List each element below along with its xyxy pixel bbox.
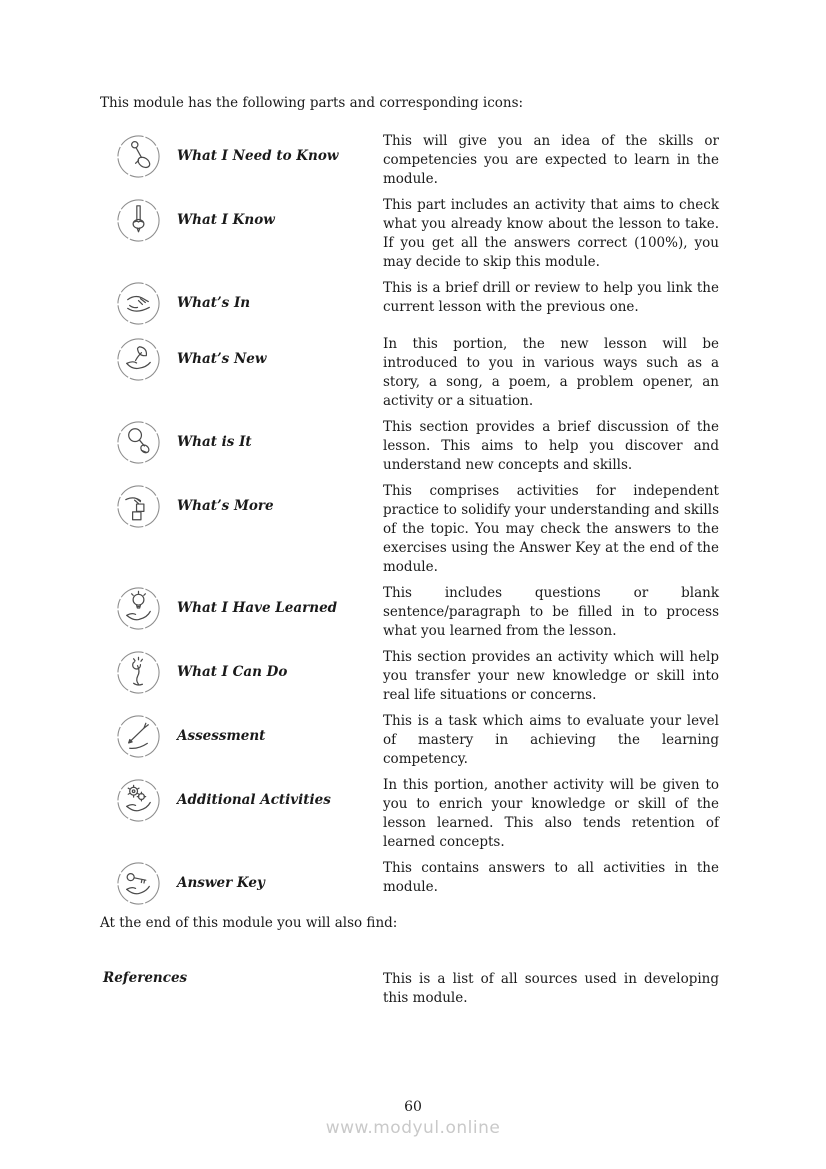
part-description: This section provides an activity which will help you transfer your new knowledge or skill into real life situations or concerns.: [383, 649, 719, 703]
references-label: References: [103, 970, 188, 986]
part-description: This section provides a brief discussion of the lesson. This aims to help you discover and understand new concepts and skills.: [383, 419, 719, 473]
gears-hand-icon: [100, 775, 177, 825]
hand-blocks-icon: [100, 481, 177, 531]
part-description: This is a task which aims to evaluate your level of mastery in achieving the learning competency.: [383, 713, 719, 767]
module-part-row: [100, 278, 719, 328]
hand-leaf-icon: [100, 334, 177, 384]
part-label: What I Have Learned: [177, 600, 338, 616]
module-part-row: [100, 334, 719, 411]
hand-raise-icon: [100, 647, 177, 697]
module-part-row: [100, 858, 719, 908]
part-label: What I Need to Know: [177, 148, 339, 164]
references-description: This is a list of all sources used in developing this module.: [383, 971, 719, 1006]
part-description: In this portion, the new lesson will be introduced to you in various ways such as a story, a song, a poem, a problem opener, an activity or a situation.: [383, 336, 719, 409]
module-part-row: [100, 481, 719, 577]
part-description: This part includes an activity that aims to check what you already know about the lesson to take. If you get all the answers correct (100%), you may decide to skip this module.: [383, 197, 719, 270]
part-description: This is a brief drill or review to help you link the current lesson with the previous one.: [383, 280, 719, 315]
outro-text: At the end of this module you will also find:: [100, 915, 398, 931]
watermark: www.modyul.online: [325, 1118, 501, 1138]
part-label: Answer Key: [177, 875, 265, 891]
module-parts-list: [100, 131, 719, 908]
magnifier-hand-icon: [100, 417, 177, 467]
part-label: What I Can Do: [177, 664, 288, 680]
module-part-row: [100, 417, 719, 475]
module-part-row: [100, 647, 719, 705]
part-description: This includes questions or blank sentence/paragraph to be filled in to process what you learned from the lesson.: [383, 585, 719, 639]
module-part-row: [100, 775, 719, 852]
module-part-row: [100, 711, 719, 769]
key-hand-icon: [100, 858, 177, 908]
hands-link-icon: [100, 278, 177, 328]
part-label: What I Know: [177, 212, 275, 228]
pen-writing-icon: [100, 711, 177, 761]
part-label: What’s More: [177, 498, 274, 514]
part-label: What’s In: [177, 295, 251, 311]
part-description: This comprises activities for independent practice to solidify your understanding and skills of the topic. You may check the answers to the exercises using the Answer Key at the end of the module.: [383, 483, 719, 575]
references-row: [100, 969, 719, 1008]
part-description: In this portion, another activity will be given to you to enrich your knowledge or skill of the lesson learned. This also tends retention of learned concepts.: [383, 777, 719, 850]
part-label: Additional Activities: [177, 792, 331, 808]
page-number: 60: [404, 1099, 422, 1115]
intro-text: This module has the following parts and corresponding icons:: [100, 95, 524, 111]
part-description: This contains answers to all activities in the module.: [383, 860, 719, 895]
hand-pencil-icon: [100, 195, 177, 245]
part-label: What is It: [177, 434, 252, 450]
module-part-row: [100, 195, 719, 272]
hand-tap-icon: [100, 131, 177, 181]
module-part-row: [100, 583, 719, 641]
bulb-hand-icon: [100, 583, 177, 633]
module-part-row: [100, 131, 719, 189]
part-label: What’s New: [177, 351, 267, 367]
part-description: This will give you an idea of the skills or competencies you are expected to learn in the module.: [383, 133, 719, 187]
part-label: Assessment: [177, 728, 266, 744]
